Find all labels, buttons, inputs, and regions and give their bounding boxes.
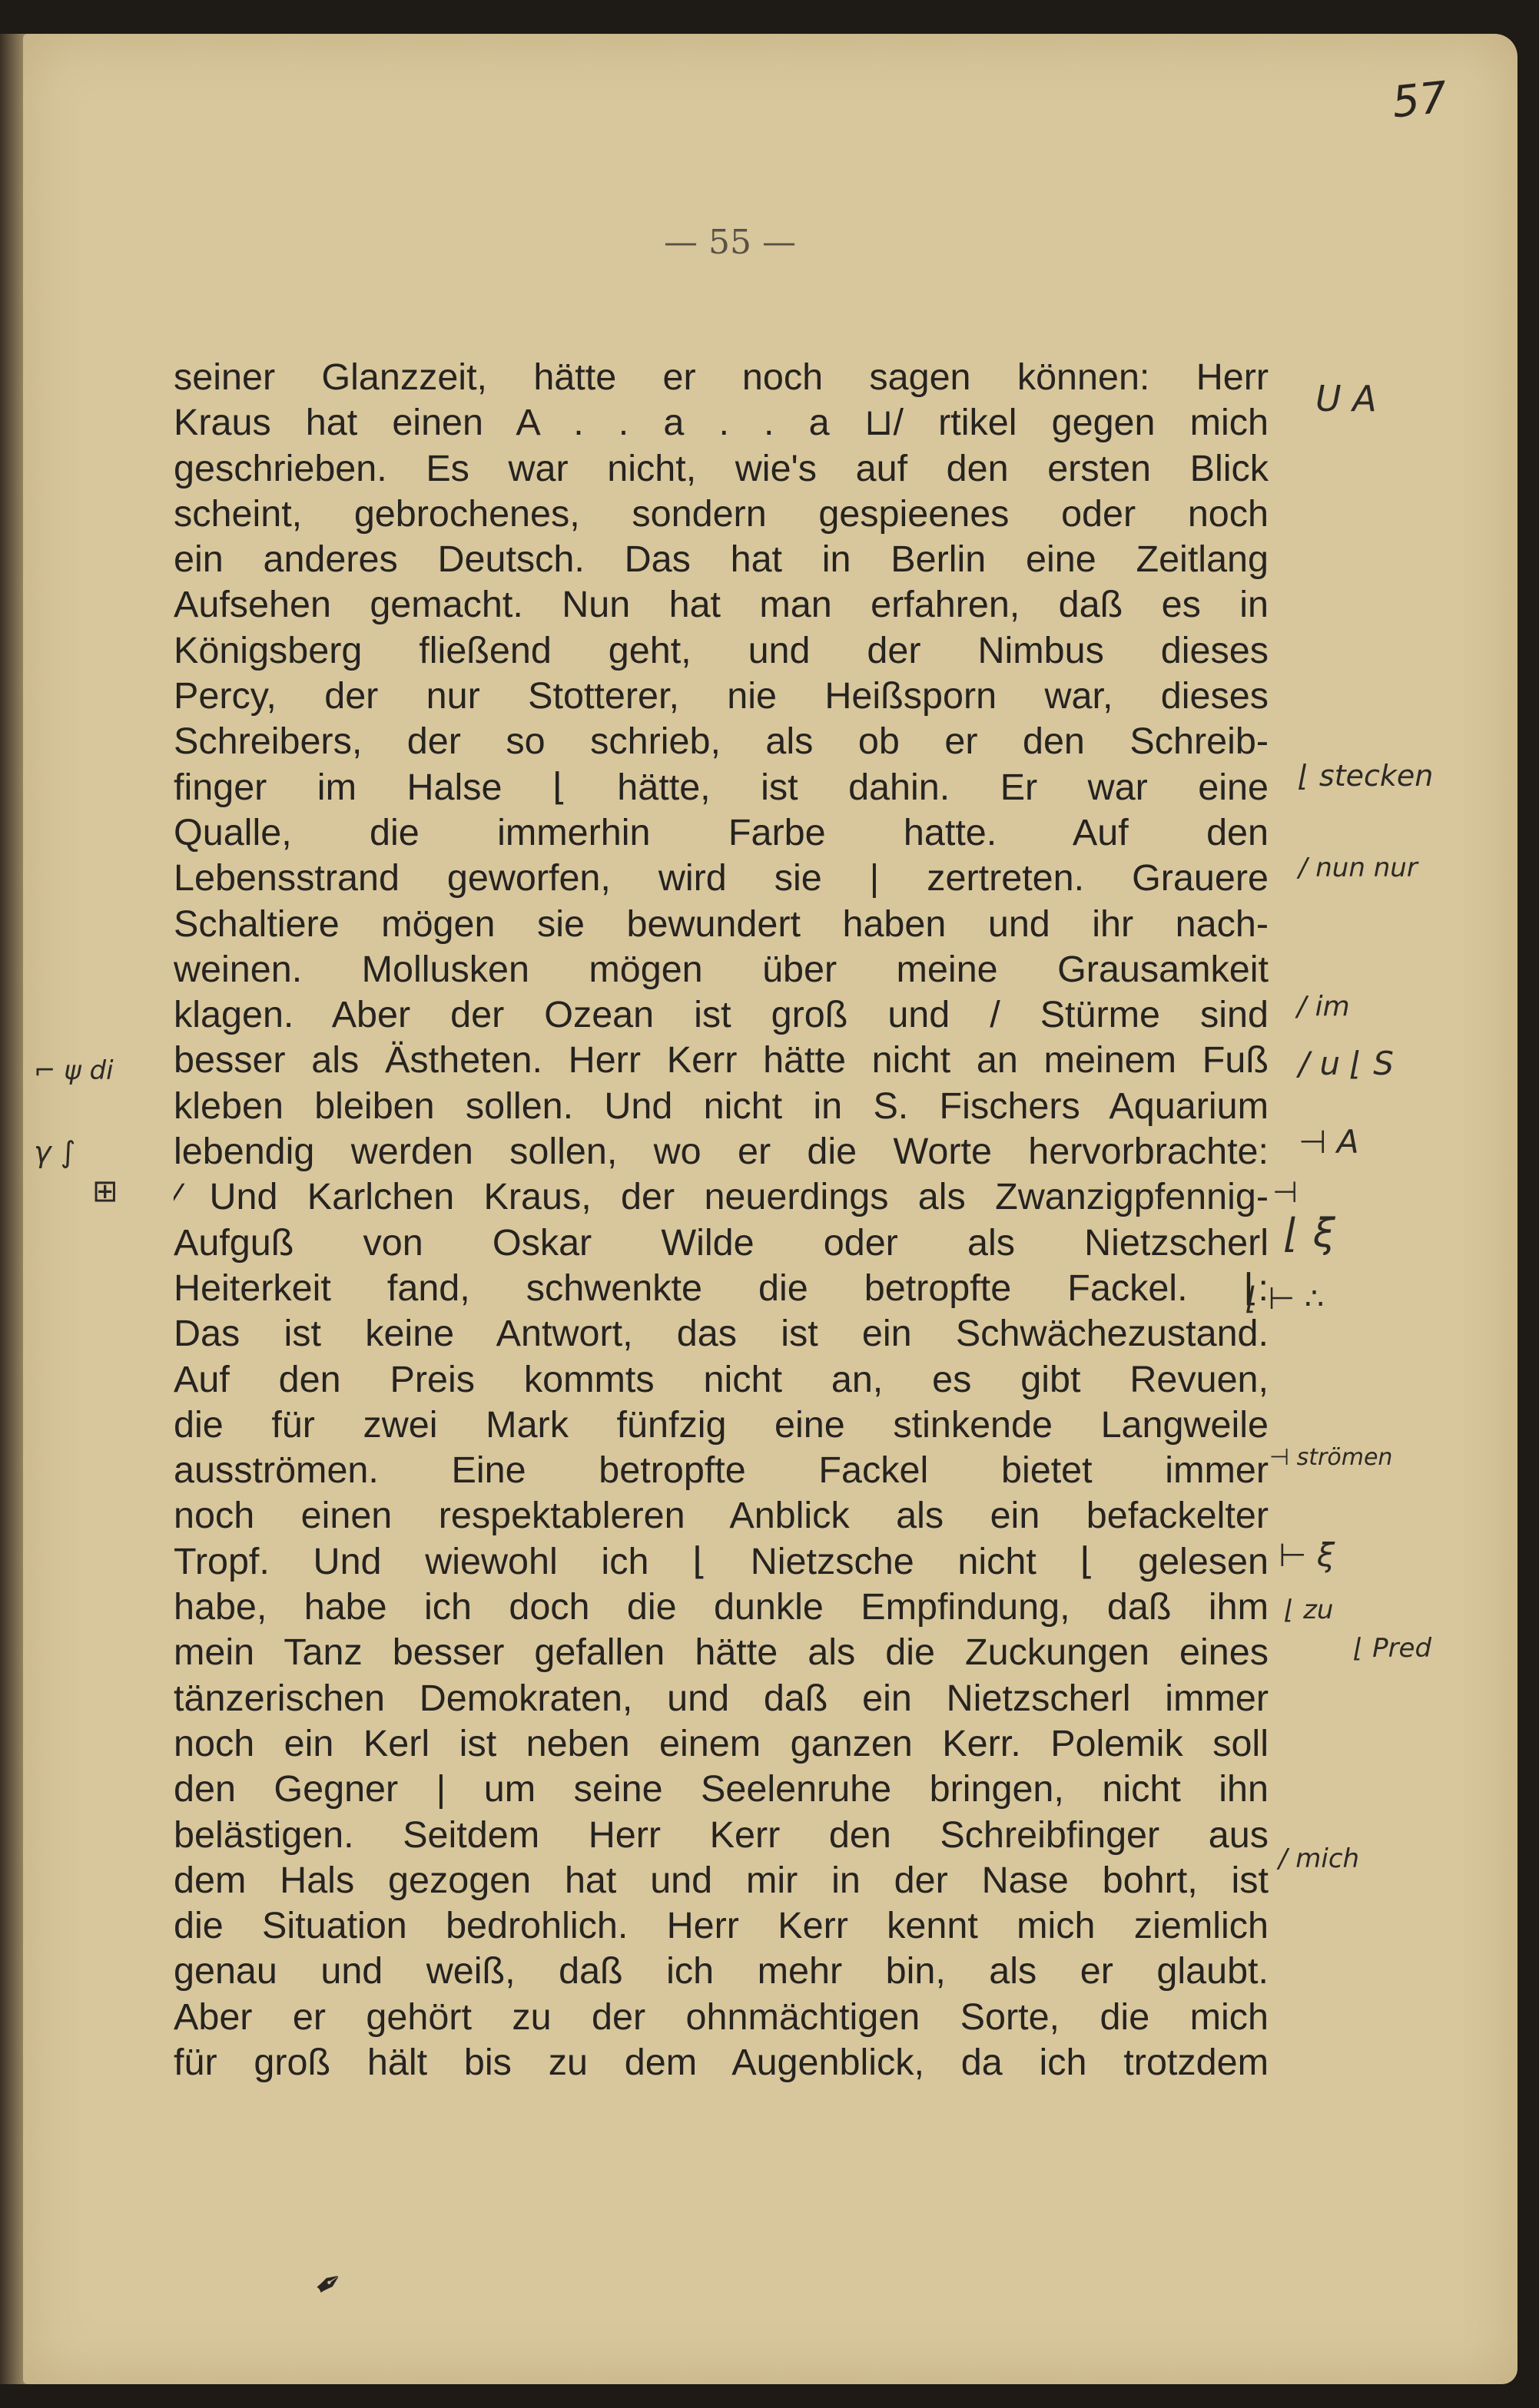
text-line: Schaltiere mögen sie bewundert haben und ihr nach- xyxy=(174,903,1269,945)
margin-note-left: ⌐ ψ di xyxy=(34,1055,114,1086)
margin-note-right: / im xyxy=(1297,991,1350,1022)
margin-note-right: ⊢ ξ xyxy=(1279,1536,1335,1574)
text-line: lebendig werden sollen, wo er die Worte hervorbrachte: xyxy=(174,1131,1269,1173)
margin-note-left: γ ∫ xyxy=(34,1135,76,1169)
text-line: Aufsehen gemacht. Nun hat man erfahren, daß es in xyxy=(174,584,1269,626)
folio-number: 57 xyxy=(1389,72,1450,128)
margin-note-right: ⌊ stecken xyxy=(1299,759,1434,793)
margin-note-right: / nun nur xyxy=(1299,853,1418,883)
text-line: finger im Halse ⌊ hätte, ist dahin. Er war eine xyxy=(174,766,1269,808)
text-line: Königsberg fließend geht, und der Nimbus dieses xyxy=(174,629,1269,671)
text-line: geschrieben. Es war nicht, wie's auf den ersten Blick xyxy=(174,447,1269,489)
text-line: Tropf. Und wiewohl ich ⌊ Nietzsche nicht ⌊ gelesen xyxy=(174,1540,1269,1582)
text-line: tänzerischen Demokraten, und daß ein Nietzscherl immer xyxy=(174,1677,1269,1719)
text-line: Das ist keine Antwort, das ist ein Schwächezustand. xyxy=(174,1313,1269,1355)
text-line: genau und weiß, daß ich mehr bin, als er glaubt. xyxy=(174,1950,1269,1992)
text-line: ⁄ Und Karlchen Kraus, der neuerdings als Zwanzigpfennig- xyxy=(174,1176,1269,1218)
body-text xyxy=(174,355,1269,2085)
text-line: für groß hält bis zu dem Augenblick, da ich trotzdem xyxy=(174,2041,1269,2083)
text-line: dem Hals gezogen hat und mir in der Nase bohrt, ist xyxy=(174,1859,1269,1901)
text-line: Qualle, die immerhin Farbe hatte. Auf den xyxy=(174,811,1269,853)
text-line: Aufguß von Oskar Wilde oder als Nietzscherl xyxy=(174,1221,1269,1264)
text-line: habe, habe ich doch die dunkle Empfindung, daß ihm xyxy=(174,1586,1269,1628)
text-line: die Situation bedrohlich. Herr Kerr kennt mich ziemlich xyxy=(174,1905,1269,1947)
text-line: den Gegner | um seine Seelenruhe bringen, nicht ihn xyxy=(174,1768,1269,1810)
printed-page-number: — 55 — xyxy=(664,223,796,262)
text-line: Aber er gehört zu der ohnmächtigen Sorte, die mich xyxy=(174,1996,1269,2038)
margin-note-right: U A xyxy=(1315,378,1377,419)
text-line: ausströmen. Eine betropfte Fackel bietet immer xyxy=(174,1449,1269,1492)
text-line: Heiterkeit fand, schwenkte die betropfte Fackel. ⌊: xyxy=(174,1267,1269,1309)
text-line: seiner Glanzzeit, hätte er noch sagen können: Herr xyxy=(174,356,1269,398)
margin-note-right: ⌊ ⊢ ∴ xyxy=(1246,1281,1325,1317)
text-line: die für zwei Mark fünfzig eine stinkende Langweile xyxy=(174,1403,1269,1446)
text-line: kleben bleiben sollen. Und nicht in S. Fischers Aquarium xyxy=(174,1085,1269,1127)
text-line: belästigen. Seitdem Herr Kerr den Schreibfinger aus xyxy=(174,1813,1269,1856)
margin-note-right: ⊣ A xyxy=(1299,1123,1359,1161)
margin-note-right: / u ⌊ S xyxy=(1299,1045,1394,1082)
text-line: noch einen respektableren Anblick als ein befackelter xyxy=(174,1495,1269,1537)
text-line: scheint, gebrochenes, sondern gespieenes oder noch xyxy=(174,492,1269,535)
text-line: klagen. Aber der Ozean ist groß und / Stürme sind xyxy=(174,994,1269,1036)
text-line: weinen. Mollusken mögen über meine Grausamkeit xyxy=(174,948,1269,990)
text-line: Schreibers, der so schrieb, als ob er den Schreib- xyxy=(174,720,1269,763)
margin-note-right: / mich xyxy=(1279,1843,1360,1874)
margin-note-right: ⌊ zu xyxy=(1285,1595,1334,1625)
text-line: Kraus hat einen A . . a . . a ⊔/ rtikel gegen mich xyxy=(174,402,1269,444)
text-line: Percy, der nur Stotterer, nie Heißsporn war, dieses xyxy=(174,675,1269,717)
text-line: mein Tanz besser gefallen hätte als die Zuckungen eines xyxy=(174,1631,1269,1674)
text-line: besser als Ästheten. Herr Kerr hätte nicht an meinem Fuß xyxy=(174,1039,1269,1081)
text-line: noch ein Kerl ist neben einem ganzen Kerr. Polemik soll xyxy=(174,1722,1269,1764)
text-line: ein anderes Deutsch. Das hat in Berlin eine Zeitlang xyxy=(174,538,1269,581)
pen-mark: ✒ xyxy=(306,2260,353,2308)
margin-note-right: ⊣ xyxy=(1272,1175,1299,1209)
margin-note-right: ⊣ strömen xyxy=(1269,1444,1393,1471)
text-line: Lebensstrand geworfen, wird sie | zertreten. Grauere xyxy=(174,857,1269,899)
margin-note-right: ⌊ Pred xyxy=(1354,1633,1432,1664)
text-line: Auf den Preis kommts nicht an, es gibt Revuen, xyxy=(174,1358,1269,1400)
margin-note-right: ⌊ ξ xyxy=(1285,1211,1335,1257)
margin-note-left: ⊞ xyxy=(92,1174,118,1209)
